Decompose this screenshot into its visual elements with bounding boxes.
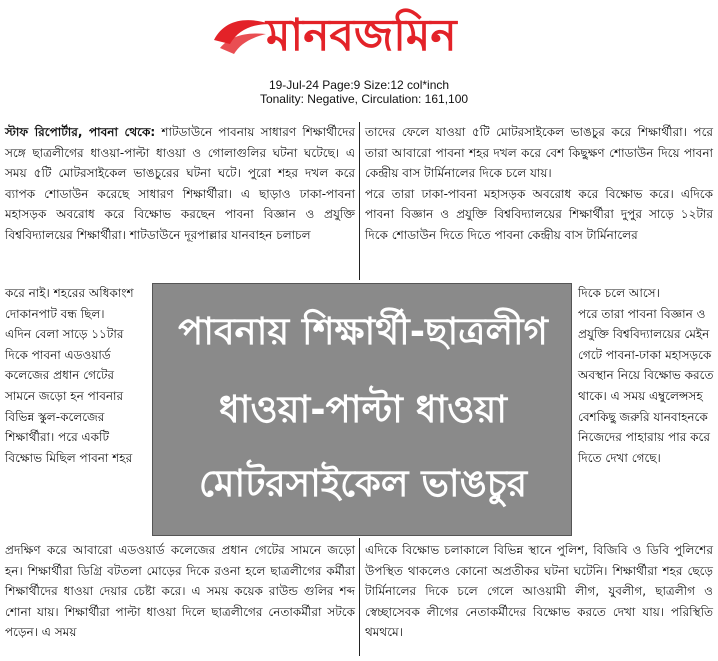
article-paragraph: পরে তারা ঢাকা-পাবনা মহাসড়ক অবরোধ করে বিক্ষোভ করে। এদিকে পাবনা বিজ্ঞান ও প্রযুক্তি বিশ্ববিদ্যালয়ের শিক্ষার্থীরা দুপুর সাড়ে ১২টার দিকে শোডাউন দিতে দিতে পাবনা কেন্দ্রীয় বাস টার্মিনালের	[365, 186, 713, 242]
meta-date-page-size: 19-Jul-24 Page:9 Size:12 col*inch	[268, 78, 450, 92]
article-text: শাটডাউনে পাবনায় সাধারণ শিক্ষার্থীদের সঙ্গে ছাত্রলীগের ধাওয়া-পাল্টা ধাওয়া ও গোলাগুলির ঘটনা ঘটেছে। এ সময় ৫টি মোটরসাইকেল ভাঙচুরের ঘটনা ঘটে। পুরো শহর দখল করে ব্যাপক শোডাউন করেছে সাধারণ শিক্ষার্থীরা। এ ছাড়াও ঢাকা-পাবনা মহাসড়ক অবরোধ করে বিক্ষোভ করছেন পাবনা বিজ্ঞান ও প্রযুক্তি বিশ্ববিদ্যালয়ের শিক্ষার্থীরা। শাটডাউনে দূরপাল্লার যানবাহন চলাচল	[5, 125, 355, 242]
meta-tonality-circulation: Tonality: Negative, Circulation: 161,100	[259, 92, 469, 106]
column-divider	[359, 122, 360, 280]
article-column-right-top	[365, 122, 713, 246]
column-divider	[359, 538, 360, 656]
article-column-left-top	[5, 122, 355, 246]
clipping-meta	[0, 78, 718, 106]
article-paragraph: করে নাই। শহরের অধিকাংশ দোকানপাট বন্ধ ছিল।	[5, 286, 134, 321]
headline-line-1: পাবনায় শিক্ষার্থী-ছাত্রলীগ	[178, 310, 548, 353]
article-paragraph: এদিন বেলা সাড়ে ১১টার দিকে পাবনা এডওয়ার্ড কলেজের প্রধান গেটের সামনে জড়ো হন পাবনার বিভিন্ন স্কুল-কলেজের শিক্ষার্থীরা। পরে একটি বিক্ষোভ মিছিল পাবনা শহর	[5, 327, 133, 465]
article-paragraph: দিকে চলে আসে।	[578, 286, 660, 300]
article-column-right-narrow	[578, 283, 716, 468]
article-column-left-narrow	[5, 283, 145, 468]
logo-swoosh-icon	[212, 10, 272, 60]
article-paragraph: তাদের ফেলে যাওয়া ৫টি মোটরসাইকেল ভাঙচুর করে শিক্ষার্থীরা। পরে তারা আবারো পাবনা শহর দখল করে বেশ কিছুক্ষণ শোডাউন দিয়ে পাবনা কেন্দ্রীয় বাস টার্মিনালের দিকে চলে যায়।	[365, 125, 713, 181]
headline-line-3: মোটরসাইকেল ভাঙচুর	[198, 462, 528, 505]
newspaper-logo: মানবজমিন	[266, 10, 457, 61]
article-column-right-bottom	[365, 540, 713, 643]
byline: স্টাফ রিপোর্টার, পাবনা থেকে:	[5, 125, 156, 139]
article-paragraph: পরে তারা পাবনা বিজ্ঞান ও প্রযুক্তি বিশ্ববিদ্যালয়ের মেইন গেটে পাবনা-ঢাকা মহাসড়কে অবস্থান নিয়ে বিক্ষোভ করতে থাকে। এ সময় এম্বুলেন্সসহ বেশকিছু জরুরি যানবাহনকে নিজেদের পাহারায় পার করে দিতে দেখা গেছে।	[578, 306, 714, 465]
masthead	[0, 0, 718, 106]
article-column-left-bottom	[5, 540, 355, 643]
article-paragraph: প্রদক্ষিণ করে আবারো এডওয়ার্ড কলেজের প্রধান গেটের সামনে জড়ো হন। শিক্ষার্থীরা ডিগ্রি বটতলা মোড়ের দিকে রওনা হলে ছাত্রলীগের কর্মীরা শিক্ষার্থীদের ধাওয়া দেয়ার চেষ্টা করে। এ সময় কয়েক রাউন্ড গুলির শব্দ শোনা যায়। শিক্ষার্থীরা পাল্টা ধাওয়া দিলে ছাত্রলীগের নেতাকর্মীরা সটকে পড়েন। এ সময়	[5, 543, 355, 640]
headline-box	[152, 283, 572, 536]
headline-line-2: ধাওয়া-পাল্টা ধাওয়া	[219, 388, 507, 431]
article-paragraph: এদিকে বিক্ষোভ চলাকালে বিভিন্ন স্থানে পুলিশ, বিজিবি ও ডিবি পুলিশের উপস্থিত থাকলেও কোনো অপ্রতীকর ঘটনা ঘটেনি। শিক্ষার্থীরা শহর ছেড়ে টার্মিনালের দিকে চলে গেলে আওয়ামী লীগ, যুবলীগ, ছাত্রলীগ ও স্বেচ্ছাসেবক লীগের নেতাকর্মীদের বিক্ষোভ করতে দেখা যায়। পরিস্থিতি থমথমে।	[365, 543, 713, 640]
